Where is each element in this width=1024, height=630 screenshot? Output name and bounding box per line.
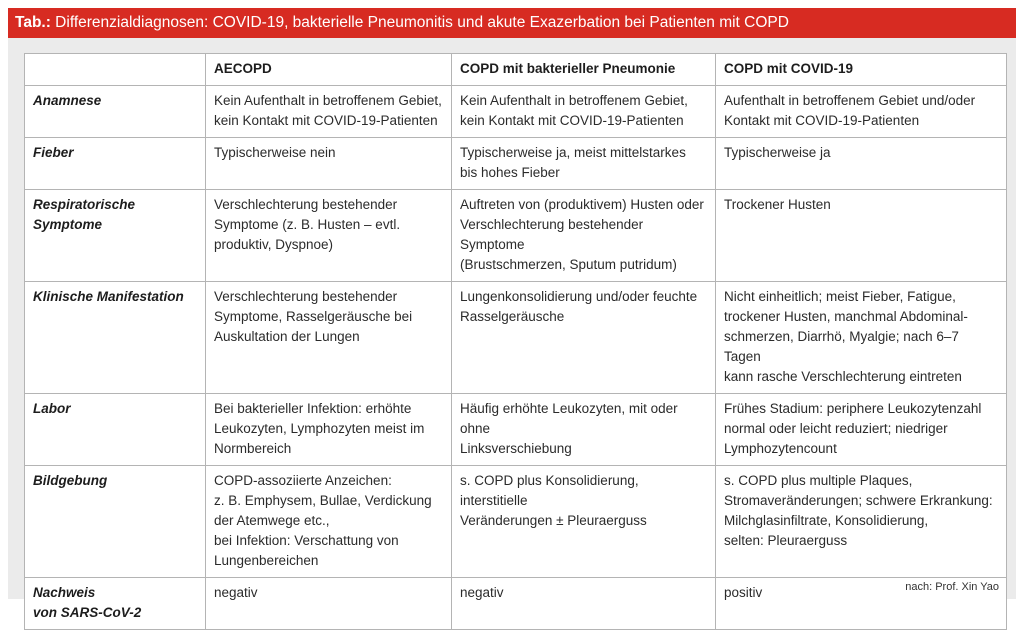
row-label-fieber: Fieber	[25, 138, 206, 190]
table-cell: s. COPD plus Konsolidierung, interstitielle Veränderungen ± Pleuraerguss	[452, 466, 716, 578]
row-label-respiratorische-symptome: Respiratorische Symptome	[25, 190, 206, 282]
header-cell-empty	[25, 54, 206, 86]
table-row	[25, 578, 1007, 630]
table-cell: COPD-assoziierte Anzeichen: z. B. Emphysem, Bullae, Verdickung der Atemwege etc., bei Infektion: Verschattung von Lungenbereichen	[206, 466, 452, 578]
table-cell: Trockener Husten	[716, 190, 1007, 282]
table-cell: Lungenkonsolidierung und/oder feuchte Rasselgeräusche	[452, 282, 716, 394]
table-cell: positiv	[716, 578, 1007, 630]
header-cell-copd-covid19: COPD mit COVID-19	[716, 54, 1007, 86]
table-cell: negativ	[452, 578, 716, 630]
table-cell: Aufenthalt in betroffenem Gebiet und/oder Kontakt mit COVID-19-Patienten	[716, 86, 1007, 138]
table-row	[25, 466, 1007, 578]
table-cell: Auftreten von (produktivem) Husten oder Verschlechterung bestehender Symptome (Brustschmerzen, Sputum putridum)	[452, 190, 716, 282]
row-label-klinische-manifestation: Klinische Manifestation	[25, 282, 206, 394]
table-cell: Verschlechterung bestehender Symptome (z. B. Husten – evtl. produktiv, Dyspnoe)	[206, 190, 452, 282]
table-header-row	[25, 54, 1007, 86]
table-row	[25, 282, 1007, 394]
table-row	[25, 394, 1007, 466]
differential-diagnosis-table	[24, 53, 1007, 630]
table-cell: Bei bakterieller Infektion: erhöhte Leukozyten, Lymphozyten meist im Normbereich	[206, 394, 452, 466]
table-title-prefix: Tab.:	[15, 14, 51, 31]
table-cell: Typischerweise ja, meist mittelstarkes bis hohes Fieber	[452, 138, 716, 190]
table-cell: s. COPD plus multiple Plaques, Stromaveränderungen; schwere Erkrankung: Milchglasinfiltrate, Konsolidierung, selten: Pleuraerguss	[716, 466, 1007, 578]
row-label-bildgebung: Bildgebung	[25, 466, 206, 578]
table-cell: negativ	[206, 578, 452, 630]
header-cell-aecopd: AECOPD	[206, 54, 452, 86]
table-cell: Häufig erhöhte Leukozyten, mit oder ohne Linksverschiebung	[452, 394, 716, 466]
table-cell: Typischerweise nein	[206, 138, 452, 190]
table-cell: Kein Aufenthalt in betroffenem Gebiet, kein Kontakt mit COVID-19-Patienten	[452, 86, 716, 138]
row-label-anamnese: Anamnese	[25, 86, 206, 138]
table-cell: Verschlechterung bestehender Symptome, Rasselgeräusche bei Auskultation der Lungen	[206, 282, 452, 394]
source-credit: nach: Prof. Xin Yao	[905, 581, 999, 593]
table-row	[25, 86, 1007, 138]
row-label-nachweis-sars-cov-2: Nachweis von SARS-CoV-2	[25, 578, 206, 630]
table-title-text: Differenzialdiagnosen: COVID-19, bakterielle Pneumonitis und akute Exazerbation bei Patienten mit COPD	[50, 14, 789, 31]
row-label-labor: Labor	[25, 394, 206, 466]
table-row	[25, 138, 1007, 190]
table-cell: Frühes Stadium: periphere Leukozytenzahl normal oder leicht reduziert; niedriger Lymphozytencount	[716, 394, 1007, 466]
header-cell-copd-bacterial-pneumonia: COPD mit bakterieller Pneumonie	[452, 54, 716, 86]
table-figure	[8, 8, 1016, 620]
table-cell: Nicht einheitlich; meist Fieber, Fatigue, trockener Husten, manchmal Abdominal- schmerzen, Diarrhö, Myalgie; nach 6–7 Tagen kann rasche Verschlechterung eintreten	[716, 282, 1007, 394]
table-row	[25, 190, 1007, 282]
table-cell: Typischerweise ja	[716, 138, 1007, 190]
table-title	[8, 8, 1016, 38]
table-cell: Kein Aufenthalt in betroffenem Gebiet, kein Kontakt mit COVID-19-Patienten	[206, 86, 452, 138]
